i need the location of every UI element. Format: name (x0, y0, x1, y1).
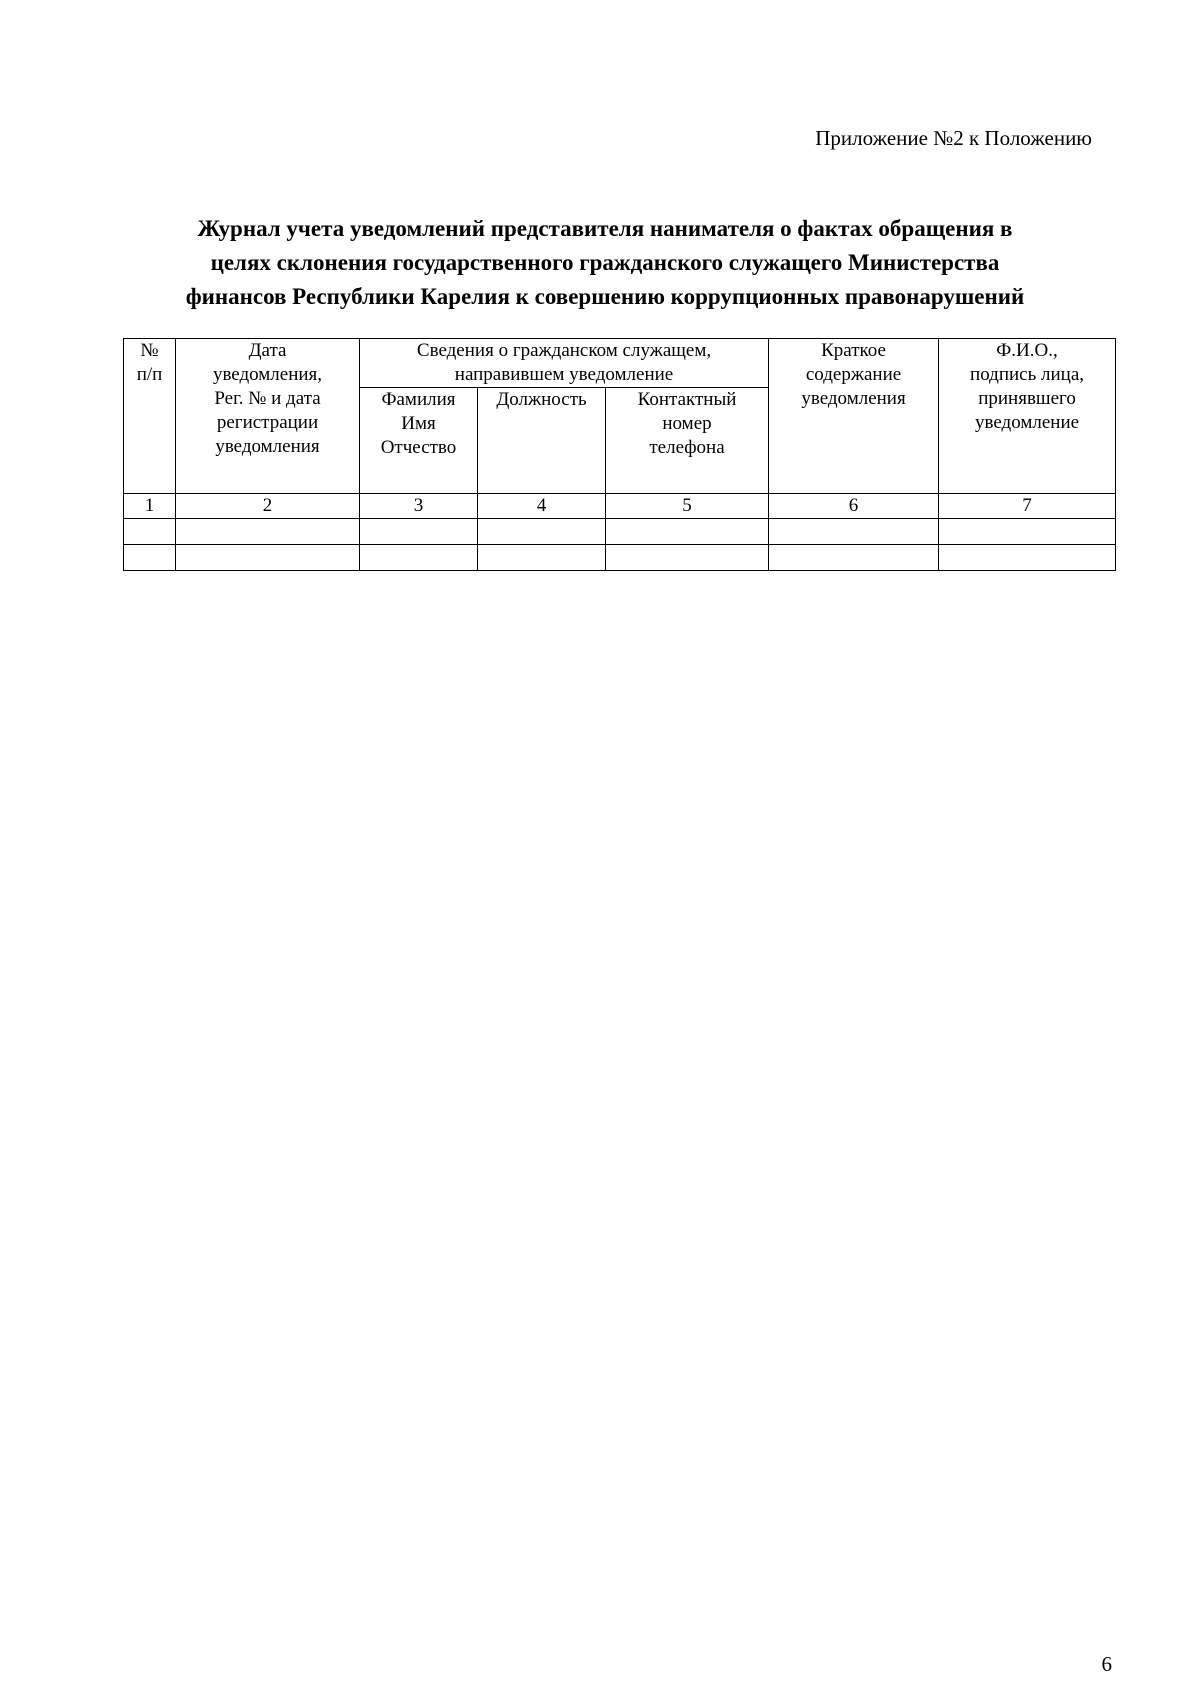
table-cell (939, 545, 1116, 571)
header-text: регистрации (216, 412, 319, 433)
page-number: 6 (1101, 1652, 1112, 1676)
header-text: Фамилия (381, 389, 456, 411)
header-text: Рег. № и дата (214, 388, 321, 409)
header-summary (769, 339, 939, 494)
header-phone (606, 388, 769, 494)
header-text: Отчество (380, 437, 457, 459)
table-cell (360, 519, 478, 545)
header-text: номер (662, 413, 712, 435)
table-cell (769, 545, 939, 571)
header-text: п/п (136, 364, 163, 385)
header-row-top (124, 339, 1116, 388)
header-text: Должность (496, 389, 587, 411)
table-cell (478, 519, 606, 545)
document-title (120, 212, 1090, 314)
table-cell (939, 519, 1116, 545)
table-cell (176, 519, 360, 545)
table-cell (606, 545, 769, 571)
column-number: 5 (606, 494, 769, 519)
column-number: 7 (939, 494, 1116, 519)
table-row (124, 519, 1116, 545)
journal-table (123, 338, 1116, 571)
column-number: 4 (478, 494, 606, 519)
header-text: Дата (248, 340, 287, 361)
header-text: телефона (649, 437, 725, 459)
header-text: направившем уведомление (454, 364, 674, 385)
title-line: Журнал учета уведомлений представителя нанимателя о фактах обращения в (197, 216, 1013, 241)
column-number-row (124, 494, 1116, 519)
header-text: подпись лица, (970, 364, 1085, 385)
column-number: 6 (769, 494, 939, 519)
header-servant-group (360, 339, 769, 388)
header-text: Ф.И.О., (996, 340, 1058, 361)
header-text: Имя (401, 413, 436, 435)
column-number: 3 (360, 494, 478, 519)
table-cell (478, 545, 606, 571)
header-receiver (939, 339, 1116, 494)
table-cell (124, 519, 176, 545)
header-text: принявшего (978, 388, 1076, 409)
header-text: Сведения о гражданском служащем, (416, 340, 712, 361)
header-text: содержание (805, 364, 902, 385)
table-cell (124, 545, 176, 571)
table-cell (769, 519, 939, 545)
title-line: финансов Республики Карелия к совершению коррупционных правонарушений (185, 284, 1025, 309)
column-number: 2 (176, 494, 360, 519)
header-num (124, 339, 176, 494)
header-text: Контактный (637, 389, 737, 411)
appendix-label: Приложение №2 к Положению (815, 126, 1092, 150)
column-number: 1 (124, 494, 176, 519)
table-cell (360, 545, 478, 571)
header-text: уведомление (975, 412, 1080, 433)
header-text: уведомления (801, 388, 906, 409)
header-text: уведомления (215, 436, 320, 457)
header-text: Краткое (821, 340, 886, 361)
table-row (124, 545, 1116, 571)
table-cell (606, 519, 769, 545)
header-position (478, 388, 606, 494)
header-fio (360, 388, 478, 494)
title-line: целях склонения государственного гражданского служащего Министерства (210, 250, 1000, 275)
header-text: уведомления, (212, 364, 323, 385)
header-text: № (140, 340, 159, 361)
table-cell (176, 545, 360, 571)
header-date (176, 339, 360, 494)
